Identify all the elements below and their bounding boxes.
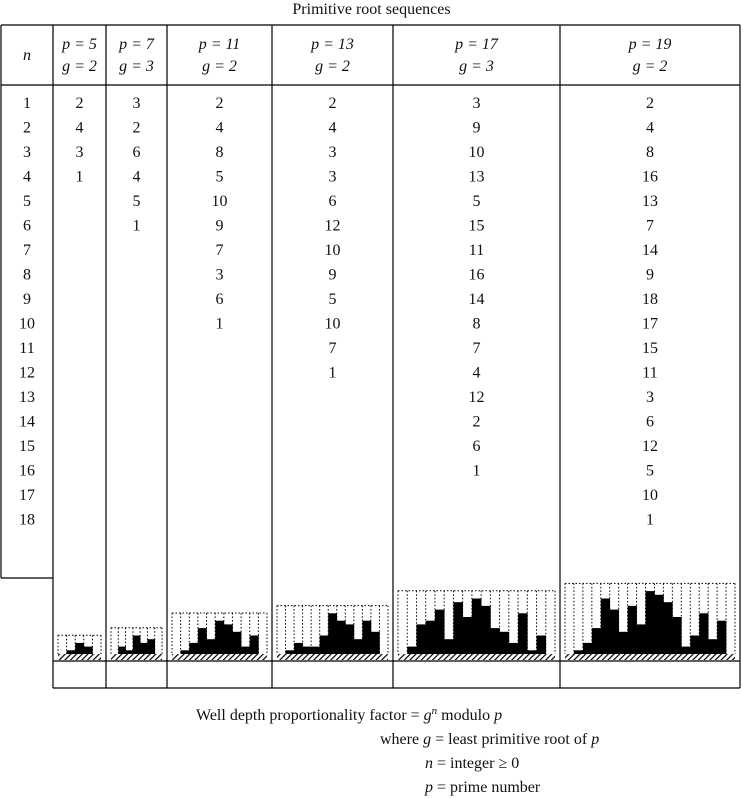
sequence-value: 2 — [646, 95, 654, 112]
sequence-value: 9 — [472, 119, 481, 137]
caption-line-formula: Well depth proportionality factor = $g^n$ modulo p — [196, 705, 503, 724]
well-bar — [472, 599, 482, 655]
well-bar — [181, 650, 190, 654]
sequence-value: 6 — [328, 193, 337, 210]
well-base-hatch — [172, 654, 267, 660]
sequence-value: 4 — [328, 119, 337, 137]
n-value: 4 — [23, 168, 31, 186]
sequence-value: 4 — [472, 364, 481, 382]
sequence-value: 6 — [132, 144, 141, 161]
sequence-value: 7 — [215, 242, 224, 259]
sequence-value: 2 — [215, 95, 224, 112]
column-header-g: g = 2 — [632, 58, 668, 75]
sequence-value: 1 — [132, 217, 141, 235]
column-header-p: p = 13 — [311, 36, 354, 53]
sequence-value: 12 — [642, 438, 658, 455]
well-bar — [699, 613, 708, 654]
sequence-value: 7 — [646, 217, 654, 235]
well-bar — [435, 610, 445, 654]
sequence-cells — [19, 95, 658, 529]
n-value: 2 — [23, 119, 31, 137]
column-header-p: p = 7 — [119, 36, 154, 53]
n-value: 17 — [19, 487, 35, 504]
n-value: 15 — [19, 438, 35, 455]
well-bar — [583, 643, 592, 654]
well-bar — [215, 621, 224, 654]
n-value: 13 — [19, 389, 35, 406]
sequence-value: 1 — [215, 315, 224, 333]
well-bar — [354, 639, 363, 654]
n-value: 12 — [19, 364, 35, 382]
n-value: 18 — [19, 511, 35, 529]
well-base-hatch — [277, 654, 388, 660]
n-value: 11 — [19, 340, 35, 357]
well-bar — [601, 599, 610, 655]
well-depth-profiles — [58, 583, 735, 660]
sequence-value: 6 — [472, 438, 481, 455]
sequence-value: 9 — [215, 217, 224, 235]
sequence-value: 15 — [642, 340, 658, 357]
well-bar — [619, 632, 628, 654]
well-bar — [574, 650, 583, 654]
sequence-value: 14 — [468, 291, 485, 308]
well-bar — [294, 643, 303, 654]
caption-line-n: n = integer ≥ 0 — [425, 755, 520, 772]
well-bar — [241, 647, 250, 654]
diagram-title: Primitive root sequences — [292, 1, 451, 18]
sequence-value: 4 — [75, 119, 84, 137]
n-header: n — [23, 47, 31, 64]
sequence-value: 10 — [468, 144, 485, 161]
sequence-value: 1 — [328, 364, 337, 382]
well-bar — [371, 632, 380, 654]
sequence-value: 11 — [468, 242, 485, 259]
well-bar — [303, 647, 312, 654]
well-base-hatch — [111, 654, 162, 660]
sequence-value: 12 — [468, 389, 485, 406]
well-bar — [133, 636, 141, 655]
sequence-value: 3 — [215, 266, 224, 284]
well-bar — [646, 591, 655, 654]
well-bar — [232, 632, 241, 654]
n-value: 3 — [23, 144, 31, 161]
well-bar — [224, 624, 233, 654]
well-bar — [286, 650, 295, 654]
well-bar — [118, 647, 126, 654]
well-bar — [416, 624, 426, 654]
well-bar — [147, 639, 155, 654]
sequence-value: 2 — [472, 413, 481, 431]
n-value: 1 — [23, 95, 31, 112]
sequence-value: 16 — [642, 168, 658, 186]
sequence-value: 8 — [215, 144, 224, 161]
n-value: 8 — [23, 266, 31, 284]
well-bar — [189, 643, 198, 654]
well-bar — [75, 643, 84, 654]
sequence-value: 1 — [75, 168, 84, 186]
well-bar — [637, 624, 646, 654]
sequence-value: 2 — [75, 95, 84, 112]
sequence-value: 5 — [646, 462, 654, 480]
well-bar — [708, 639, 717, 654]
well-bar — [126, 650, 134, 654]
well-bar — [463, 617, 473, 654]
well-bar — [628, 606, 637, 654]
sequence-value: 17 — [642, 315, 658, 333]
sequence-value: 9 — [646, 266, 654, 284]
n-value: 7 — [23, 242, 31, 259]
table-frame — [1, 25, 740, 688]
well-bar — [328, 613, 337, 654]
sequence-value: 18 — [642, 291, 658, 308]
sequence-value: 10 — [642, 487, 658, 504]
sequence-value: 1 — [472, 462, 481, 480]
sequence-value: 14 — [642, 242, 658, 259]
well-bar — [654, 595, 663, 654]
well-bar — [537, 636, 547, 655]
well-bar — [518, 613, 528, 654]
well-base-hatch — [565, 654, 735, 660]
well-bar — [663, 602, 672, 654]
well-bar — [198, 628, 207, 654]
sequence-value: 5 — [132, 193, 141, 210]
well-bar — [207, 639, 216, 654]
well-bar — [681, 647, 690, 654]
sequence-value: 3 — [132, 95, 141, 112]
column-header-p: p = 5 — [62, 36, 97, 53]
n-value: 16 — [19, 462, 35, 480]
well-base-hatch — [398, 654, 555, 660]
sequence-value: 4 — [646, 119, 654, 137]
sequence-value: 8 — [646, 144, 654, 161]
column-header-p: p = 11 — [198, 36, 241, 53]
sequence-value: 3 — [646, 389, 654, 406]
sequence-value: 3 — [328, 168, 337, 186]
well-bar — [527, 650, 537, 654]
sequence-value: 4 — [215, 119, 224, 137]
sequence-value: 4 — [132, 168, 141, 186]
n-value: 14 — [19, 413, 35, 431]
sequence-value: 5 — [328, 291, 337, 308]
sequence-value: 3 — [75, 144, 84, 161]
sequence-value: 15 — [468, 217, 485, 235]
n-value: 9 — [23, 291, 31, 308]
sequence-value: 1 — [646, 511, 654, 529]
sequence-value: 2 — [132, 119, 141, 137]
well-bar — [717, 621, 726, 654]
well-bar — [362, 621, 371, 654]
well-bar — [690, 636, 699, 655]
well-bar — [311, 647, 320, 654]
sequence-value: 10 — [324, 242, 341, 259]
sequence-value: 13 — [642, 193, 658, 210]
sequence-value: 10 — [324, 315, 341, 333]
column-header-g: g = 3 — [459, 58, 494, 75]
column-header-p: p = 19 — [628, 36, 672, 53]
column-headers — [23, 36, 671, 75]
well-bar — [610, 610, 619, 654]
sequence-value: 11 — [642, 364, 658, 382]
sequence-value: 9 — [328, 266, 337, 284]
sequence-value: 6 — [646, 413, 654, 431]
n-value: 5 — [23, 193, 31, 210]
column-header-g: g = 3 — [119, 58, 154, 75]
well-bar — [250, 636, 259, 655]
sequence-value: 5 — [215, 168, 224, 186]
column-header-g: g = 2 — [315, 58, 350, 75]
well-bar — [337, 621, 346, 654]
sequence-value: 3 — [472, 95, 481, 112]
well-bar — [481, 606, 491, 654]
well-bar — [84, 647, 93, 654]
sequence-value: 6 — [215, 291, 224, 308]
sequence-value: 12 — [324, 217, 341, 235]
sequence-value: 10 — [211, 193, 228, 210]
column-header-p: p = 17 — [455, 36, 498, 53]
well-bar — [490, 628, 500, 654]
column-header-g: g = 2 — [62, 58, 97, 75]
n-value: 10 — [19, 315, 35, 333]
well-bar — [67, 650, 76, 654]
well-bar — [140, 643, 148, 654]
well-bar — [345, 624, 354, 654]
sequence-value: 3 — [328, 144, 337, 161]
caption-line-p: p = prime number — [425, 779, 541, 796]
well-bar — [509, 643, 519, 654]
well-bar — [320, 636, 329, 655]
caption-line-g: where g = least primitive root of p — [380, 731, 600, 748]
column-header-g: g = 2 — [202, 58, 237, 75]
sequence-value: 7 — [328, 340, 337, 357]
well-bar — [407, 647, 417, 654]
sequence-value: 13 — [468, 168, 485, 186]
well-bar — [453, 602, 463, 654]
well-bar — [592, 628, 601, 654]
sequence-value: 8 — [472, 315, 481, 333]
sequence-value: 2 — [328, 95, 337, 112]
well-base-hatch — [58, 654, 101, 660]
n-value: 6 — [23, 217, 31, 235]
sequence-value: 16 — [468, 266, 485, 284]
well-bar — [426, 621, 436, 654]
sequence-value: 5 — [472, 193, 481, 210]
well-bar — [500, 632, 510, 654]
well-bar — [444, 639, 454, 654]
well-bar — [672, 617, 681, 654]
sequence-value: 7 — [472, 340, 481, 357]
